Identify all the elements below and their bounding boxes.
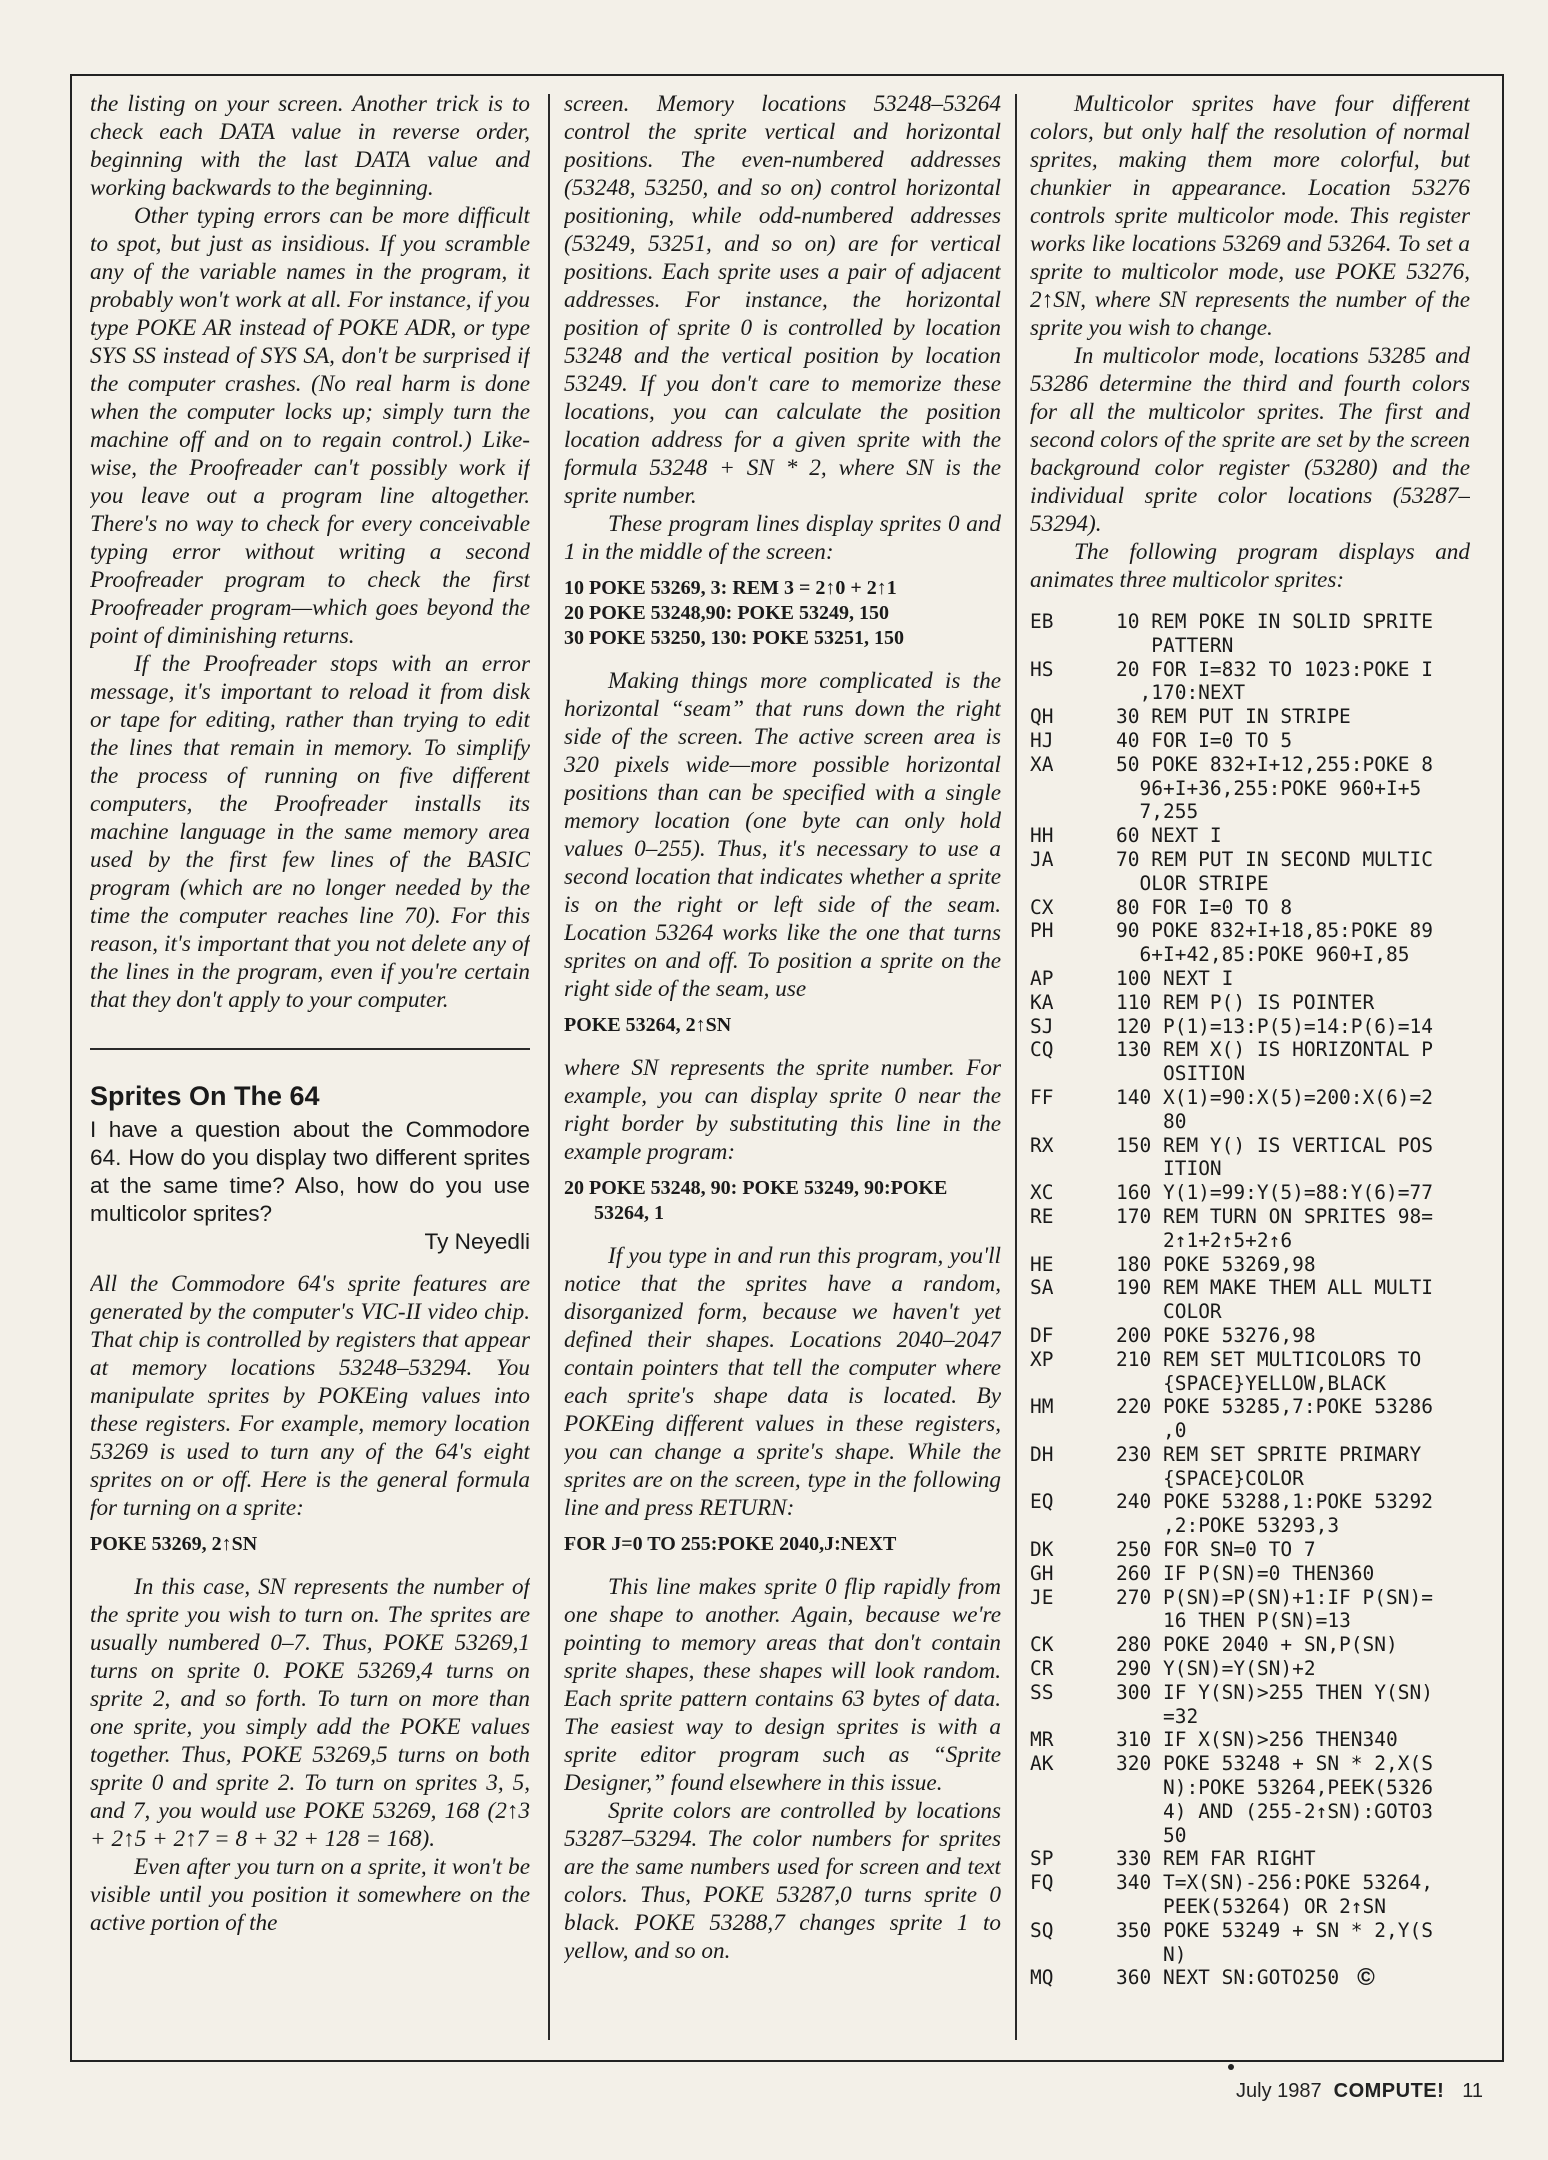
checksum: EB: [1030, 610, 1054, 633]
listing-line: [1030, 1276, 1470, 1324]
paragraph: Other typing errors can be more difficult to spot, but just as insidious. If you scramble any of the variable names in the program, it probably won't work at all. For instance, if you type POKE AR instead of POKE ADR, or type SYS SS instead of SYS SA, don't be surprised if the computer crashes. (No real harm is done when the computer locks up; simply turn the machine off and on to regain control.) Likewise, the Proofreader can't possibly work if you leave out a program line altogether. There's no way to check for every conceivable typing error without writing a second Proofreader program to check the first Proofreader program—which goes beyond the point of diminishing returns.: [90, 203, 530, 649]
page-footer: [1236, 2080, 1483, 2103]
code-line: 10 POKE 53269, 3: REM 3 = 2↑0 + 2↑1: [564, 577, 897, 599]
footer-dot: [1228, 2064, 1234, 2070]
listing-code: 230 REM SET SPRITE PRIMARY {SPACE}COLOR: [1116, 1442, 1422, 1490]
listing-code: 330 REM FAR RIGHT: [1116, 1847, 1316, 1871]
paragraph: In multicolor mode, locations 53285 and 53286 determine the third and fourth colors for all the multicolor sprites. The first and second colors of the sprite are set by the screen background color register (53280) and the individual sprite color locations (53287–53294).: [1030, 343, 1470, 537]
listing-line: [1030, 1871, 1470, 1919]
listing-code: 360 NEXT SN:GOTO250: [1116, 1966, 1340, 1990]
section-heading: Sprites On The 64: [90, 1081, 320, 1111]
checksum: XA: [1030, 752, 1054, 776]
magazine-name: COMPUTE!: [1333, 2080, 1445, 2102]
column-2: [564, 90, 1001, 1965]
page-number: 11: [1462, 2080, 1484, 2102]
listing-code: 340 T=X(SN)-256:POKE 53264, PEEK(53264) OR 2↑SN: [1116, 1871, 1433, 1919]
listing-line: [1030, 1633, 1470, 1657]
listing-line: [1030, 1681, 1470, 1729]
checksum: MQ: [1030, 1966, 1054, 1990]
paragraph: Sprite colors are controlled by locations 53287–53294. The color numbers for sprites are the same numbers used for screen and text colors. Thus, POKE 53287,0 turns sprite 0 black. POKE 53288,7 changes sprite 1 to yellow, and so on.: [564, 1798, 1001, 1964]
checksum: FQ: [1030, 1871, 1054, 1895]
checksum: SP: [1030, 1847, 1054, 1871]
listing-code: 130 REM X() IS HORIZONTAL P OSITION: [1116, 1038, 1433, 1086]
column-1: [90, 90, 530, 1937]
checksum: DK: [1030, 1538, 1054, 1562]
listing-line: [1030, 1538, 1470, 1562]
listing-line: [1030, 1181, 1470, 1205]
checksum: HJ: [1030, 728, 1054, 752]
checksum: RE: [1030, 1204, 1054, 1228]
checksum: CQ: [1030, 1038, 1054, 1062]
checksum: SA: [1030, 1276, 1054, 1300]
paragraph: the listing on your screen. Another trick is to check each DATA value in reverse order, beginning with the last DATA value and working backwards to the beginning.: [90, 91, 530, 201]
paragraph: If the Proofreader stops with an error message, it's important to reload it from disk or tape for editing, rather than trying to edit the lines that remain in memory. To simplify the process of running on five different computers, the Proofreader installs its machine language in the same memory area used by the first few lines of the BASIC program (which are no longer needed by the time the computer reaches line 70). For this reason, it's important that you not delete any of the lines in the program, even if you're certain that they don't apply to your computer.: [90, 651, 530, 1013]
checksum: KA: [1030, 990, 1054, 1014]
checksum: RX: [1030, 1133, 1054, 1157]
paragraph: where SN represents the sprite number. For example, you can display sprite 0 near the right border by substituting this line in the example program:: [564, 1055, 1001, 1165]
code-snippet: [564, 1532, 1001, 1557]
listing-line: [1030, 1205, 1470, 1253]
listing-line: [1030, 1728, 1470, 1752]
listing-line: [1030, 1490, 1470, 1538]
listing-code: 220 POKE 53285,7:POKE 53286 ,0: [1116, 1395, 1433, 1443]
listing-line: [1030, 1348, 1470, 1396]
listing-line: [1030, 967, 1470, 991]
code-line: 53264, 1: [594, 1202, 664, 1224]
reader-question: I have a question about the Commodore 64. How do you display two different sprites at the same time? Also, how do you use multicolor sprites?: [90, 1117, 530, 1226]
code-line: POKE 53269, 2↑SN: [90, 1533, 258, 1555]
checksum: CK: [1030, 1633, 1054, 1657]
end-mark-icon: ©: [1357, 1964, 1375, 1991]
checksum: HS: [1030, 657, 1054, 681]
listing-line: [1030, 1919, 1470, 1967]
listing-code: 150 REM Y() IS VERTICAL POS ITION: [1116, 1133, 1433, 1181]
checksum: DF: [1030, 1323, 1054, 1347]
checksum: JE: [1030, 1585, 1054, 1609]
listing-code: 260 IF P(SN)=0 THEN360: [1116, 1561, 1375, 1585]
listing-code: 70 REM PUT IN SECOND MULTIC OLOR STRIPE: [1116, 847, 1433, 895]
checksum: DH: [1030, 1442, 1054, 1466]
listing-code: 300 IF Y(SN)>255 THEN Y(SN) =32: [1116, 1680, 1433, 1728]
checksum: SQ: [1030, 1918, 1054, 1942]
listing-code: 160 Y(1)=99:Y(5)=88:Y(6)=77: [1116, 1181, 1433, 1205]
listing-line: [1030, 753, 1470, 824]
listing-line: [1030, 1015, 1470, 1039]
listing-line: [1030, 1443, 1470, 1491]
checksum: HH: [1030, 824, 1054, 848]
listing-line: [1030, 991, 1470, 1015]
code-snippet: [90, 1532, 530, 1557]
listing-code: 30 REM PUT IN STRIPE: [1116, 705, 1351, 729]
issue-date: July 1987: [1236, 2080, 1322, 2102]
listing-line: [1030, 1395, 1470, 1443]
listing-code: 120 P(1)=13:P(5)=14:P(6)=14: [1116, 1014, 1433, 1038]
listing-code: 60 NEXT I: [1116, 824, 1222, 848]
listing-code: 100 NEXT I: [1116, 966, 1234, 990]
checksum: XC: [1030, 1181, 1054, 1205]
column-rule-2: [1015, 94, 1017, 2040]
listing-code: 190 REM MAKE THEM ALL MULTI COLOR: [1116, 1276, 1433, 1324]
code-line: 20 POKE 53248,90: POKE 53249, 150: [564, 602, 889, 624]
checksum: CX: [1030, 895, 1054, 919]
checksum: GH: [1030, 1561, 1054, 1585]
listing-code: 290 Y(SN)=Y(SN)+2: [1116, 1657, 1316, 1681]
listing-code: 110 REM P() IS POINTER: [1116, 990, 1375, 1014]
listing-code: 10 REM POKE IN SOLID SPRITE PATTERN: [1116, 610, 1433, 657]
checksum: SJ: [1030, 1014, 1054, 1038]
checksum: FF: [1030, 1085, 1054, 1109]
paragraph: Multicolor sprites have four different colors, but only half the resolution of normal sprites, making them more colorful, but chunkier in appearance. Location 53276 controls sprite multicolor mode. This register works like locations 53269 and 53264. To set a sprite to multicolor mode, use POKE 53276, 2↑SN, where SN represents the number of the sprite you wish to change.: [1030, 91, 1470, 341]
column-rule-1: [548, 94, 550, 2040]
listing-line: [1030, 1038, 1470, 1086]
checksum: HE: [1030, 1252, 1054, 1276]
program-listing: [1030, 610, 1470, 1990]
paragraph: The following program displays and animates three multicolor sprites:: [1030, 539, 1470, 593]
listing-line: [1030, 1847, 1470, 1871]
listing-line: [1030, 1562, 1470, 1586]
listing-code: 210 REM SET MULTICOLORS TO {SPACE}YELLOW,BLACK: [1116, 1347, 1422, 1395]
listing-code: 140 X(1)=90:X(5)=200:X(6)=2 80: [1116, 1085, 1433, 1133]
listing-code: 90 POKE 832+I+18,85:POKE 89 6+I+42,85:POKE 960+I,85: [1116, 919, 1433, 967]
listing-code: 320 POKE 53248 + SN * 2,X(S N):POKE 53264,PEEK(5326 4) AND (255-2↑SN):GOTO3 50: [1116, 1752, 1433, 1847]
listing-line: [1030, 610, 1470, 658]
paragraph: screen. Memory locations 53248–53264 control the sprite vertical and horizontal positions. The even-numbered addresses (53248, 53250, and so on) control horizontal positioning, while odd-numbered addresses (53249, 53251, and so on) are for vertical positions. Each sprite uses a pair of adjacent addresses. For instance, the horizontal position of sprite 0 is controlled by location 53248 and the vertical position by location 53249. If you don't care to memorize these locations, you can calculate the position location address for a given sprite with the formula 53248 + SN * 2, where SN is the sprite number.: [564, 91, 1001, 509]
listing-code: 250 FOR SN=0 TO 7: [1116, 1538, 1316, 1562]
checksum: HM: [1030, 1395, 1054, 1419]
code-snippet: [564, 1176, 1001, 1226]
listing-code: 350 POKE 53249 + SN * 2,Y(S N): [1116, 1918, 1433, 1966]
listing-line: [1030, 896, 1470, 920]
listing-line: [1030, 1966, 1470, 1990]
listing-line: [1030, 1324, 1470, 1348]
listing-code: 180 POKE 53269,98: [1116, 1252, 1316, 1276]
paragraph: In this case, SN represents the number of the sprite you wish to turn on. The sprites are usually numbered 0–7. Thus, POKE 53269,1 turns on sprite 0. POKE 53269,4 turns on sprite 2, and so forth. To turn on more than one sprite, you simply add the POKE values together. Thus, POKE 53269,5 turns on both sprite 0 and sprite 2. To turn on sprites 3, 5, and 7, you would use POKE 53269, 168 (2↑3 + 2↑5 + 2↑7 = 8 + 32 + 128 = 168).: [90, 1574, 530, 1852]
question-signature: Ty Neyedli: [424, 1229, 530, 1254]
listing-line: [1030, 1586, 1470, 1634]
listing-code: 240 POKE 53288,1:POKE 53292 ,2:POKE 53293,3: [1116, 1490, 1433, 1538]
code-line: 30 POKE 53250, 130: POKE 53251, 150: [564, 627, 904, 649]
listing-code: 20 FOR I=832 TO 1023:POKE I ,170:NEXT: [1116, 657, 1433, 705]
listing-line: [1030, 658, 1470, 706]
listing-code: 200 POKE 53276,98: [1116, 1323, 1316, 1347]
listing-line: [1030, 1657, 1470, 1681]
checksum: QH: [1030, 705, 1054, 729]
listing-code: 50 POKE 832+I+12,255:POKE 8 96+I+36,255:POKE 960+I+5 7,255: [1116, 752, 1433, 824]
code-snippet: [564, 576, 1001, 651]
paragraph: If you type in and run this program, you'll notice that the sprites have a random, disorganized form, because we haven't yet defined their shapes. Locations 2040–2047 contain pointers that tell the computer where each sprite's shape data is located. By POKEing different values in these registers, you can change a sprite's shape. While the sprites are on the screen, type in the following line and press RETURN:: [564, 1243, 1001, 1521]
checksum: EQ: [1030, 1490, 1054, 1514]
listing-code: 310 IF X(SN)>256 THEN340: [1116, 1728, 1398, 1752]
code-snippet: [564, 1013, 1001, 1038]
code-line: POKE 53264, 2↑SN: [564, 1014, 732, 1036]
listing-code: 40 FOR I=0 TO 5: [1116, 728, 1293, 752]
listing-line: [1030, 729, 1470, 753]
listing-line: [1030, 1752, 1470, 1847]
listing-line: [1030, 1134, 1470, 1182]
checksum: XP: [1030, 1347, 1054, 1371]
listing-line: [1030, 705, 1470, 729]
listing-code: 280 POKE 2040 + SN,P(SN): [1116, 1633, 1398, 1657]
section-divider: [90, 1048, 530, 1050]
code-line: FOR J=0 TO 255:POKE 2040,J:NEXT: [564, 1533, 897, 1555]
paragraph: Making things more complicated is the horizontal “seam” that runs down the right side of the screen. The active screen area is 320 pixels wide—more possible horizontal positions than can be specified with a single memory location (one byte can only hold values 0–255). Thus, it's necessary to use a second location that indicates whether a sprite is on the right or left side of the seam. Location 53264 works like the one that turns sprites on and off. To position a sprite on the right side of the seam, use: [564, 668, 1001, 1002]
paragraph: Even after you turn on a sprite, it won't be visible until you position it somewhere on the active portion of the: [90, 1854, 530, 1936]
checksum: CR: [1030, 1657, 1054, 1681]
listing-line: [1030, 1253, 1470, 1277]
column-3: [1030, 90, 1470, 1990]
listing-line: [1030, 1086, 1470, 1134]
checksum: AK: [1030, 1752, 1054, 1776]
checksum: JA: [1030, 847, 1054, 871]
checksum: SS: [1030, 1680, 1054, 1704]
paragraph: These program lines display sprites 0 and 1 in the middle of the screen:: [564, 511, 1001, 565]
listing-line: [1030, 824, 1470, 848]
checksum: PH: [1030, 919, 1054, 943]
listing-code: 80 FOR I=0 TO 8: [1116, 895, 1293, 919]
listing-line: [1030, 919, 1470, 967]
paragraph: This line makes sprite 0 flip rapidly from one shape to another. Again, because we're pointing to memory areas that don't contain sprite shapes, these shapes will look random. Each sprite pattern contains 63 bytes of data. The easiest way to design sprites is with a sprite editor program such as “Sprite Designer,” found elsewhere in this issue.: [564, 1574, 1001, 1796]
listing-line: [1030, 848, 1470, 896]
paragraph: All the Commodore 64's sprite features are generated by the computer's VIC-II video chip. That chip is controlled by registers that appear at memory locations 53248–53294. You manipulate sprites by POKEing values into these registers. For example, memory location 53269 is used to turn any of the 64's eight sprites on or off. Here is the general formula for turning on a sprite:: [90, 1271, 530, 1521]
listing-code: 270 P(SN)=P(SN)+1:IF P(SN)= 16 THEN P(SN)=13: [1116, 1585, 1433, 1633]
code-line: 20 POKE 53248, 90: POKE 53249, 90:POKE: [564, 1177, 948, 1199]
checksum: MR: [1030, 1728, 1054, 1752]
listing-code: 170 REM TURN ON SPRITES 98= 2↑1+2↑5+2↑6: [1116, 1204, 1433, 1252]
checksum: AP: [1030, 966, 1054, 990]
